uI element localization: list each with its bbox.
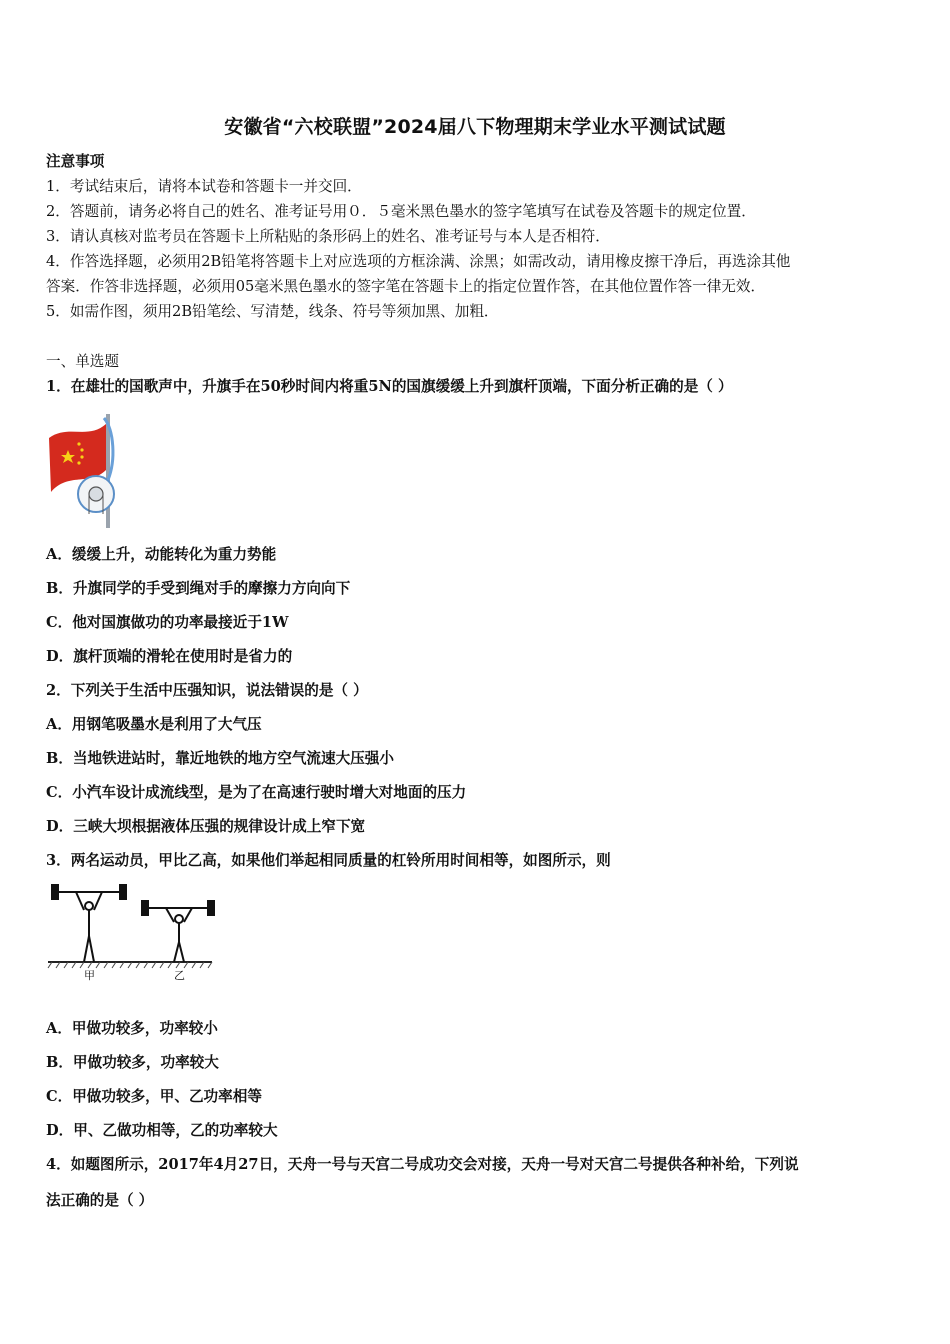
notice-item: 答案．作答非选择题，必须用05毫米黑色墨水的签字笔在答题卡上的指定位置作答，在其他位置作答一律无效． xyxy=(46,278,766,295)
lifter-yi xyxy=(142,901,214,962)
notice-item: 3．请认真核对监考员在答题卡上所粘贴的条形码上的姓名、准考证号与本人是否相符． xyxy=(46,228,610,245)
question-4-stem-cont: 法正确的是（ ） xyxy=(46,1192,154,1209)
q3-option-a: A．甲做功较多，功率较小 xyxy=(46,1020,218,1037)
label-yi: 乙 xyxy=(174,969,185,982)
weightlifters-figure xyxy=(46,882,216,982)
question-3-stem: 3．两名运动员，甲比乙高，如果他们举起相同质量的杠铃所用时间相等，如图所示，则 xyxy=(46,852,611,869)
flag-pole-figure xyxy=(46,410,124,530)
question-4-stem: 4．如题图所示，2017年4月27日，天舟一号与天宫二号成功交会对接，天舟一号对天宫二号提供各种补给，下列说 xyxy=(46,1156,799,1173)
q2-option-b: B．当地铁进站时，靠近地铁的地方空气流速大压强小 xyxy=(46,750,394,767)
small-star xyxy=(77,442,80,445)
pulley-wheel xyxy=(89,487,103,501)
notice-item: 4．作答选择题，必须用2B铅笔将答题卡上对应选项的方框涂满、涂黑；如需改动，请用橡皮擦干净后，再选涂其他 xyxy=(46,253,791,270)
q1-option-a: A．缓缓上升，动能转化为重力势能 xyxy=(46,546,277,563)
q2-option-a: A．用钢笔吸墨水是利用了大气压 xyxy=(46,716,262,733)
small-star xyxy=(80,448,83,451)
notice-item: 1．考试结束后，请将本试卷和答题卡一并交回． xyxy=(46,178,362,195)
notice-heading: 注意事项 xyxy=(46,153,105,170)
q1-option-c: C．他对国旗做功的功率最接近于1W xyxy=(46,614,289,631)
lifter-jia xyxy=(52,885,126,962)
q1-option-d: D．旗杆顶端的滑轮在使用时是省力的 xyxy=(46,648,293,665)
section-heading: 一、单选题 xyxy=(46,353,119,370)
q1-option-b: B．升旗同学的手受到绳对手的摩擦力方向向下 xyxy=(46,580,351,597)
question-2-stem: 2．下列关于生活中压强知识，说法错误的是（ ） xyxy=(46,682,368,699)
notice-item: 5．如需作图，须用2B铅笔绘、写清楚，线条、符号等须加黑、加粗． xyxy=(46,303,499,320)
q3-option-d: D．甲、乙做功相等，乙的功率较大 xyxy=(46,1122,278,1139)
page-title: 安徽省“六校联盟”2024届八下物理期末学业水平测试试题 xyxy=(224,116,726,138)
label-jia: 甲 xyxy=(84,969,95,982)
q3-option-c: C．甲做功较多，甲、乙功率相等 xyxy=(46,1088,262,1105)
small-star xyxy=(80,455,83,458)
question-1-stem: 1．在雄壮的国歌声中，升旗手在50秒时间内将重5N的国旗缓缓上升到旗杆顶端，下面分析正确的是（ ） xyxy=(46,378,733,395)
small-star xyxy=(77,461,80,464)
notice-item: 2．答题前，请务必将自己的姓名、准考证号用０．５毫米黑色墨水的签字笔填写在试卷及答题卡的规定位置． xyxy=(46,203,756,220)
q2-option-d: D．三峡大坝根据液体压强的规律设计成上窄下宽 xyxy=(46,818,366,835)
q3-option-b: B．甲做功较多，功率较大 xyxy=(46,1054,219,1071)
q2-option-c: C．小汽车设计成流线型，是为了在高速行驶时增大对地面的压力 xyxy=(46,784,467,801)
